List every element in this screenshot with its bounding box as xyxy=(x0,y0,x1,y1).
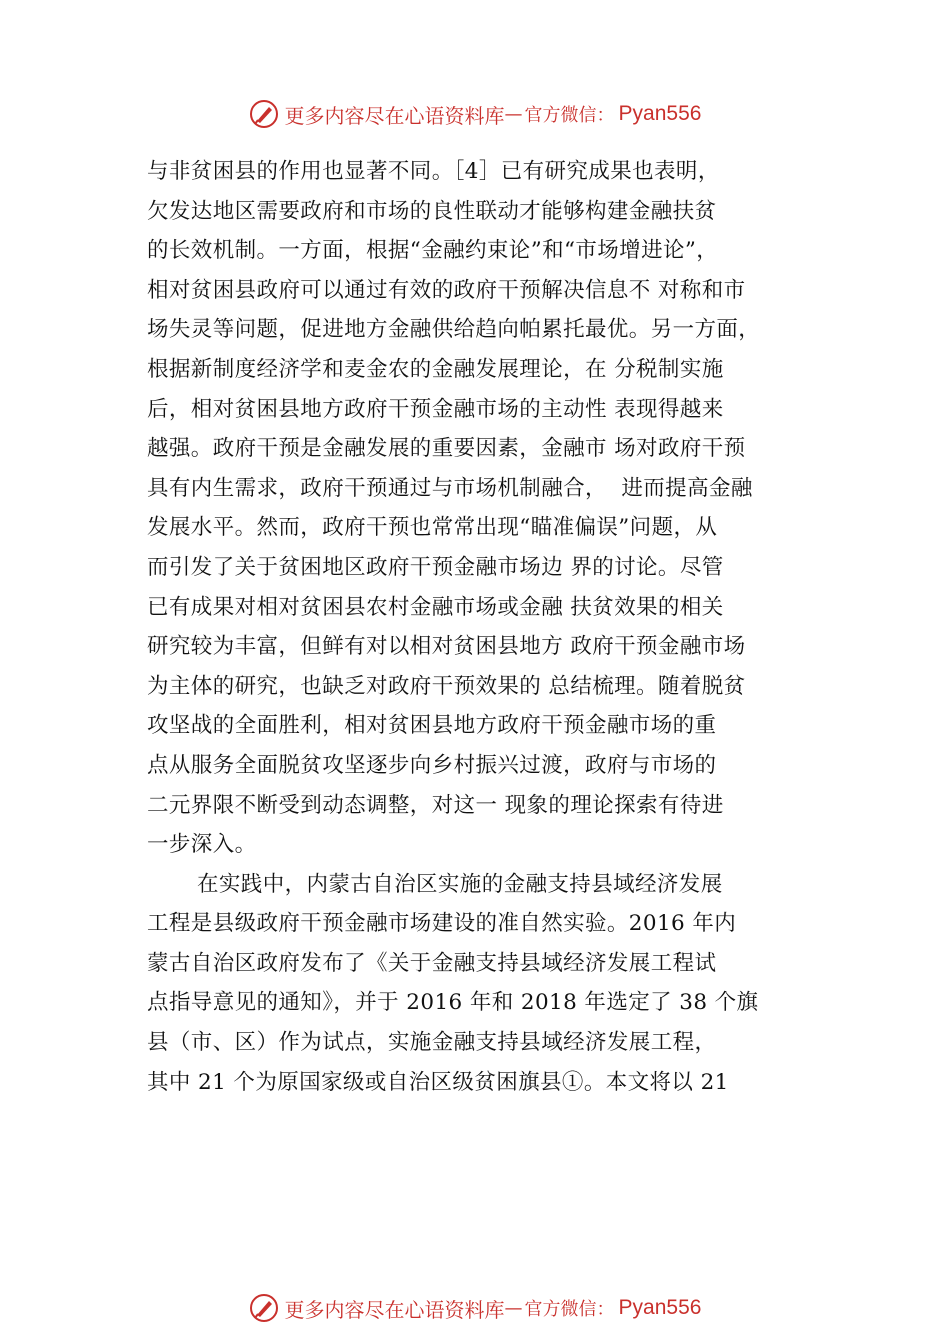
text-line: 而引发了关于贫困地区政府干预金融市场边 界的讨论。尽管 xyxy=(147,554,724,580)
text-line: 点从服务全面脱贫攻坚逐步向乡村振兴过渡，政府与市场的 xyxy=(147,752,717,778)
text-line: 后，相对贫困县地方政府干预金融市场的主动性 表现得越来 xyxy=(147,396,724,422)
paragraph-1 xyxy=(147,152,837,865)
text-line: 在实践中，内蒙古自治区实施的金融支持县域经济发展 xyxy=(197,871,723,897)
header-site-text: 更多内容尽在心语资料库 xyxy=(284,103,505,128)
text-line: 一步深入。 xyxy=(147,832,257,858)
document-body xyxy=(147,152,837,1102)
quill-seal-icon xyxy=(249,1293,279,1323)
text-line: 为主体的研究，也缺乏对政府干预效果的 总结梳理。随着脱贫 xyxy=(147,673,746,699)
text-line: 的长效机制。一方面，根据“金融约束论”和“市场增进论”， xyxy=(147,238,719,264)
header-wechat-label: 官方微信： xyxy=(524,105,615,126)
text-line: 蒙古自治区政府发布了《关于金融支持县域经济发展工程试 xyxy=(147,950,717,976)
footer-banner xyxy=(0,1288,950,1328)
text-line: 二元界限不断受到动态调整，对这一 现象的理论探索有待进 xyxy=(147,792,724,818)
text-line: 越强。政府干预是金融发展的重要因素，金融市 场对政府干预 xyxy=(147,436,746,462)
header-separator: — xyxy=(504,103,523,125)
text-line: 与非贫困县的作用也显著不同。［4］已有研究成果也表明， xyxy=(147,159,720,184)
text-line: 根据新制度经济学和麦金农的金融发展理论，在 分税制实施 xyxy=(147,356,724,382)
text-line: 点指导意见的通知》，并于 2016 年和 2018 年选定了 38 个旗 xyxy=(147,990,759,1016)
header-wechat-id: Pyan556 xyxy=(618,102,702,125)
footer-site-text: 更多内容尽在心语资料库 xyxy=(284,1297,505,1322)
text-line: 研究较为丰富，但鲜有对以相对贫困县地方 政府干预金融市场 xyxy=(147,634,746,660)
footer-separator: — xyxy=(504,1297,523,1319)
text-line: 已有成果对相对贫困县农村金融市场或金融 扶贫效果的相关 xyxy=(147,594,724,620)
text-line: 攻坚战的全面胜利，相对贫困县地方政府干预金融市场的重 xyxy=(147,713,717,739)
text-line: 相对贫困县政府可以通过有效的政府干预解决信息不 对称和市 xyxy=(147,277,746,303)
text-line: 其中 21 个为原国家级或自治区级贫困旗县①。本文将以 21 xyxy=(147,1069,729,1095)
text-line: 场失灵等问题，促进地方金融供给趋向帕累托最优。另一方面， xyxy=(147,317,761,343)
text-line: 具有内生需求，政府干预通过与市场机制融合， 进而提高金融 xyxy=(147,475,753,501)
text-line: 县（市、区）作为试点，实施金融支持县域经济发展工程， xyxy=(147,1030,717,1056)
header-banner xyxy=(0,94,950,134)
text-line: 工程是县级政府干预金融市场建设的准自然实验。2016 年内 xyxy=(147,911,737,937)
footer-wechat-label: 官方微信： xyxy=(524,1299,615,1320)
text-line: 欠发达地区需要政府和市场的良性联动才能够构建金融扶贫 xyxy=(147,198,717,224)
quill-seal-icon xyxy=(249,99,279,129)
footer-wechat-id: Pyan556 xyxy=(618,1296,702,1319)
paragraph-2 xyxy=(147,865,837,1103)
text-line: 发展水平。然而，政府干预也常常出现“瞄准偏误”问题，从 xyxy=(147,515,718,541)
